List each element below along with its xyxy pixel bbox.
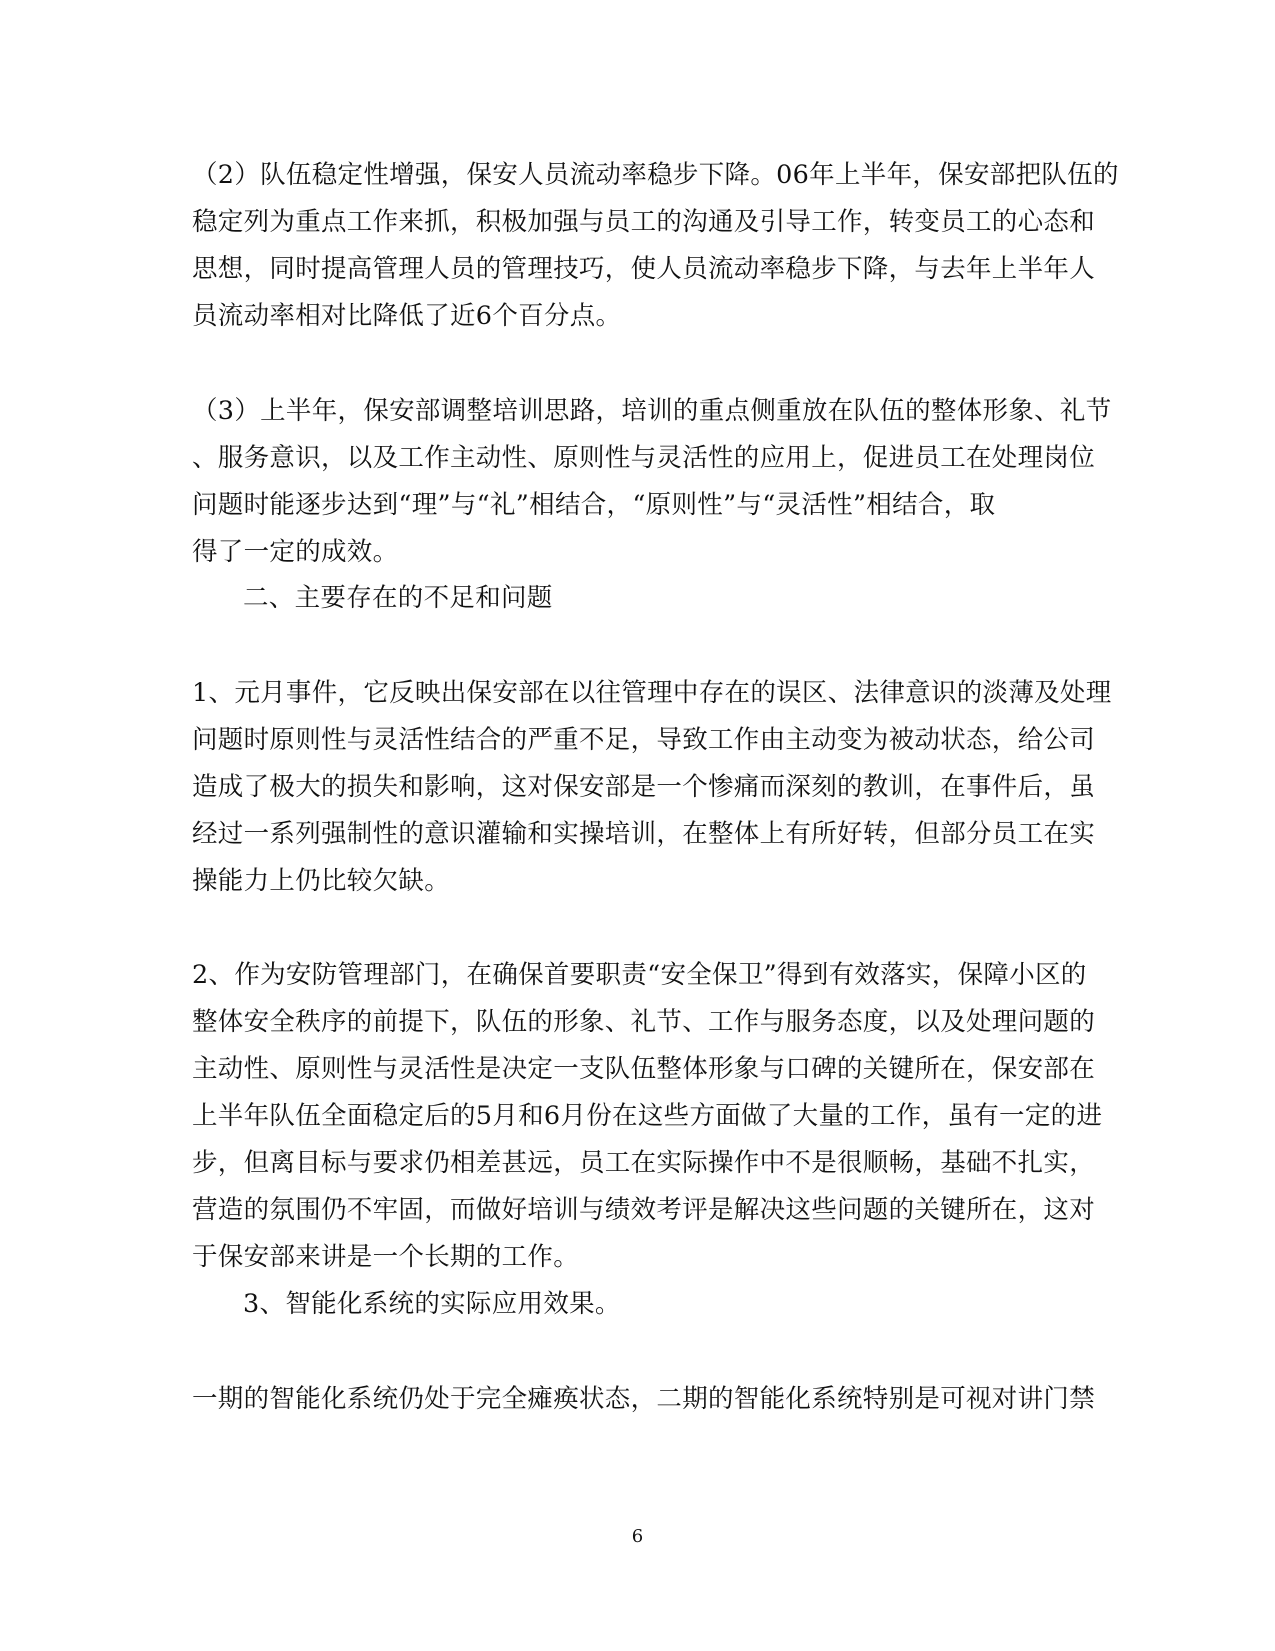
paragraph-1-line-4: 员流动率相对比降低了近6个百分点。 [192, 301, 622, 331]
issue-1-line-2: 问题时原则性与灵活性结合的严重不足，导致工作由主动变为被动状态，给公司 [192, 725, 1096, 755]
issue-1-line-1: 1、元月事件，它反映出保安部在以往管理中存在的误区、法律意识的淡薄及处理 [192, 678, 1112, 708]
issue-2-line-4: 上半年队伍全面稳定后的5月和6月份在这些方面做了大量的工作，虽有一定的进 [192, 1101, 1103, 1131]
issue-1-line-4: 经过一系列强制性的意识灌输和实操培训，在整体上有所好转，但部分员工在实 [192, 819, 1096, 849]
page-number: 6 [631, 1526, 644, 1547]
paragraph-2-line-1: （3）上半年，保安部调整培训思路，培训的重点侧重放在队伍的整体形象、礼节 [192, 396, 1112, 426]
paragraph-2-line-2: 、服务意识，以及工作主动性、原则性与灵活性的应用上，促进员工在处理岗位 [192, 443, 1096, 473]
issue-2-line-7: 于保安部来讲是一个长期的工作。 [192, 1242, 580, 1272]
paragraph-2-line-3: 问题时能逐步达到“理”与“礼”相结合，“原则性”与“灵活性”相结合，取 [192, 490, 996, 520]
issue-2-line-6: 营造的氛围仍不牢固，而做好培训与绩效考评是解决这些问题的关键所在，这对 [192, 1195, 1096, 1225]
issue-3-line-1: 一期的智能化系统仍处于完全瘫痪状态，二期的智能化系统特别是可视对讲门禁 [192, 1384, 1096, 1414]
issue-2-line-3: 主动性、原则性与灵活性是决定一支队伍整体形象与口碑的关键所在，保安部在 [192, 1054, 1096, 1084]
paragraph-1-line-1: （2）队伍稳定性增强，保安人员流动率稳步下降。06年上半年，保安部把队伍的 [192, 160, 1119, 190]
paragraph-1-line-2: 稳定列为重点工作来抓，积极加强与员工的沟通及引导工作，转变员工的心态和 [192, 207, 1096, 237]
issue-3-heading: 3、智能化系统的实际应用效果。 [243, 1289, 621, 1319]
section-heading-2: 二、主要存在的不足和问题 [243, 583, 553, 613]
paragraph-1-line-3: 思想，同时提高管理人员的管理技巧，使人员流动率稳步下降，与去年上半年人 [192, 254, 1096, 284]
issue-1-line-5: 操能力上仍比较欠缺。 [192, 866, 451, 896]
issue-2-line-5: 步，但离目标与要求仍相差甚远，员工在实际操作中不是很顺畅，基础不扎实， [192, 1148, 1096, 1178]
paragraph-2-line-4: 得了一定的成效。 [192, 537, 399, 567]
issue-1-line-3: 造成了极大的损失和影响，这对保安部是一个惨痛而深刻的教训，在事件后，虽 [192, 772, 1096, 802]
issue-2-line-1: 2、作为安防管理部门，在确保首要职责“安全保卫”得到有效落实，保障小区的 [192, 960, 1087, 990]
issue-2-line-2: 整体安全秩序的前提下，队伍的形象、礼节、工作与服务态度，以及处理问题的 [192, 1007, 1096, 1037]
